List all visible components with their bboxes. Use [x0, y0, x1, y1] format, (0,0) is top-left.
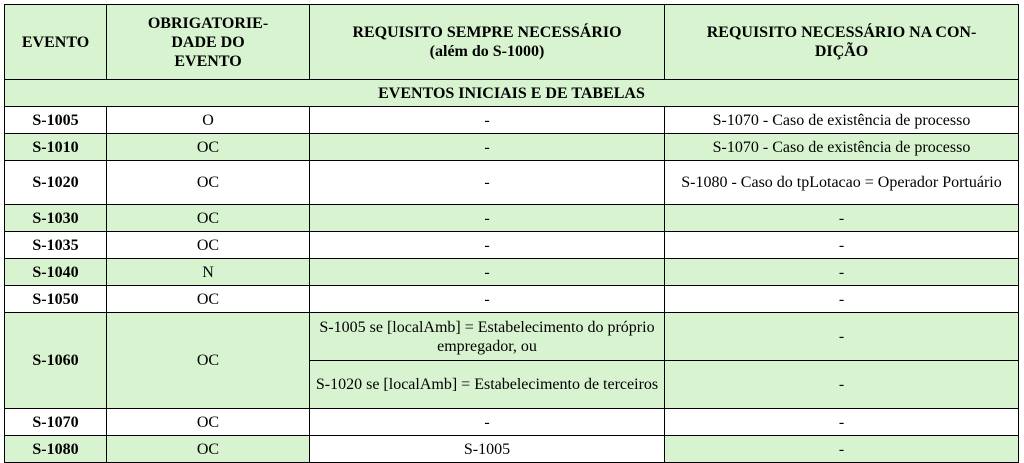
- cell-obrigatoriedade: OC: [107, 436, 310, 463]
- cell-requisito-sempre: S-1020 se [localAmb] = Estabelecimento de terceiros: [310, 361, 665, 409]
- cell-obrigatoriedade: OC: [107, 205, 310, 232]
- cell-evento: S-1035: [5, 232, 107, 259]
- cell-requisito-condicao: -: [665, 286, 1019, 313]
- table-row: [5, 205, 1019, 232]
- section-row: [5, 80, 1019, 107]
- cell-evento: S-1080: [5, 436, 107, 463]
- cell-requisito-condicao: -: [665, 313, 1019, 361]
- cell-evento: S-1070: [5, 409, 107, 436]
- cell-requisito-sempre: -: [310, 409, 665, 436]
- cell-evento: S-1050: [5, 286, 107, 313]
- cell-requisito-condicao: -: [665, 259, 1019, 286]
- cell-requisito-condicao: -: [665, 361, 1019, 409]
- cell-obrigatoriedade: OC: [107, 232, 310, 259]
- header-row: [5, 5, 1019, 80]
- header-requisito-sempre: REQUISITO SEMPRE NECESSÁRIO (além do S-1000): [310, 5, 665, 80]
- section-title: EVENTOS INICIAIS E DE TABELAS: [5, 80, 1019, 107]
- cell-evento: S-1005: [5, 107, 107, 134]
- cell-requisito-sempre: -: [310, 134, 665, 161]
- cell-obrigatoriedade: OC: [107, 161, 310, 205]
- header-evento: EVENTO: [5, 5, 107, 80]
- cell-obrigatoriedade: OC: [107, 134, 310, 161]
- cell-requisito-condicao: -: [665, 436, 1019, 463]
- table-row: [5, 259, 1019, 286]
- cell-requisito-condicao: S-1080 - Caso do tpLotacao = Operador Portuário: [665, 161, 1019, 205]
- cell-requisito-sempre: -: [310, 205, 665, 232]
- cell-requisito-sempre: -: [310, 161, 665, 205]
- cell-evento: S-1020: [5, 161, 107, 205]
- cell-requisito-sempre: S-1005: [310, 436, 665, 463]
- requirements-table-container: [4, 4, 1019, 463]
- requirements-table: [4, 4, 1019, 463]
- cell-obrigatoriedade: OC: [107, 313, 310, 409]
- cell-requisito-condicao: -: [665, 205, 1019, 232]
- cell-requisito-sempre: -: [310, 286, 665, 313]
- cell-evento: S-1040: [5, 259, 107, 286]
- table-row: [5, 409, 1019, 436]
- cell-evento: S-1060: [5, 313, 107, 409]
- cell-requisito-condicao: -: [665, 232, 1019, 259]
- header-requisito-condicao: REQUISITO NECESSÁRIO NA CON- DIÇÃO: [665, 5, 1019, 80]
- cell-requisito-condicao: S-1070 - Caso de existência de processo: [665, 134, 1019, 161]
- cell-evento: S-1010: [5, 134, 107, 161]
- cell-requisito-sempre: -: [310, 107, 665, 134]
- header-obrigatoriedade: OBRIGATORIE- DADE DO EVENTO: [107, 5, 310, 80]
- cell-requisito-sempre: -: [310, 232, 665, 259]
- cell-obrigatoriedade: O: [107, 107, 310, 134]
- cell-requisito-sempre: S-1005 se [localAmb] = Estabelecimento do próprio empregador, ou: [310, 313, 665, 361]
- cell-requisito-condicao: -: [665, 409, 1019, 436]
- table-row: [5, 313, 1019, 361]
- cell-obrigatoriedade: N: [107, 259, 310, 286]
- table-row: [5, 134, 1019, 161]
- cell-evento: S-1030: [5, 205, 107, 232]
- cell-obrigatoriedade: OC: [107, 286, 310, 313]
- table-row: [5, 161, 1019, 205]
- table-row: [5, 232, 1019, 259]
- table-row: [5, 107, 1019, 134]
- table-row: [5, 436, 1019, 463]
- table-row: [5, 286, 1019, 313]
- cell-requisito-condicao: S-1070 - Caso de existência de processo: [665, 107, 1019, 134]
- cell-requisito-sempre: -: [310, 259, 665, 286]
- cell-obrigatoriedade: OC: [107, 409, 310, 436]
